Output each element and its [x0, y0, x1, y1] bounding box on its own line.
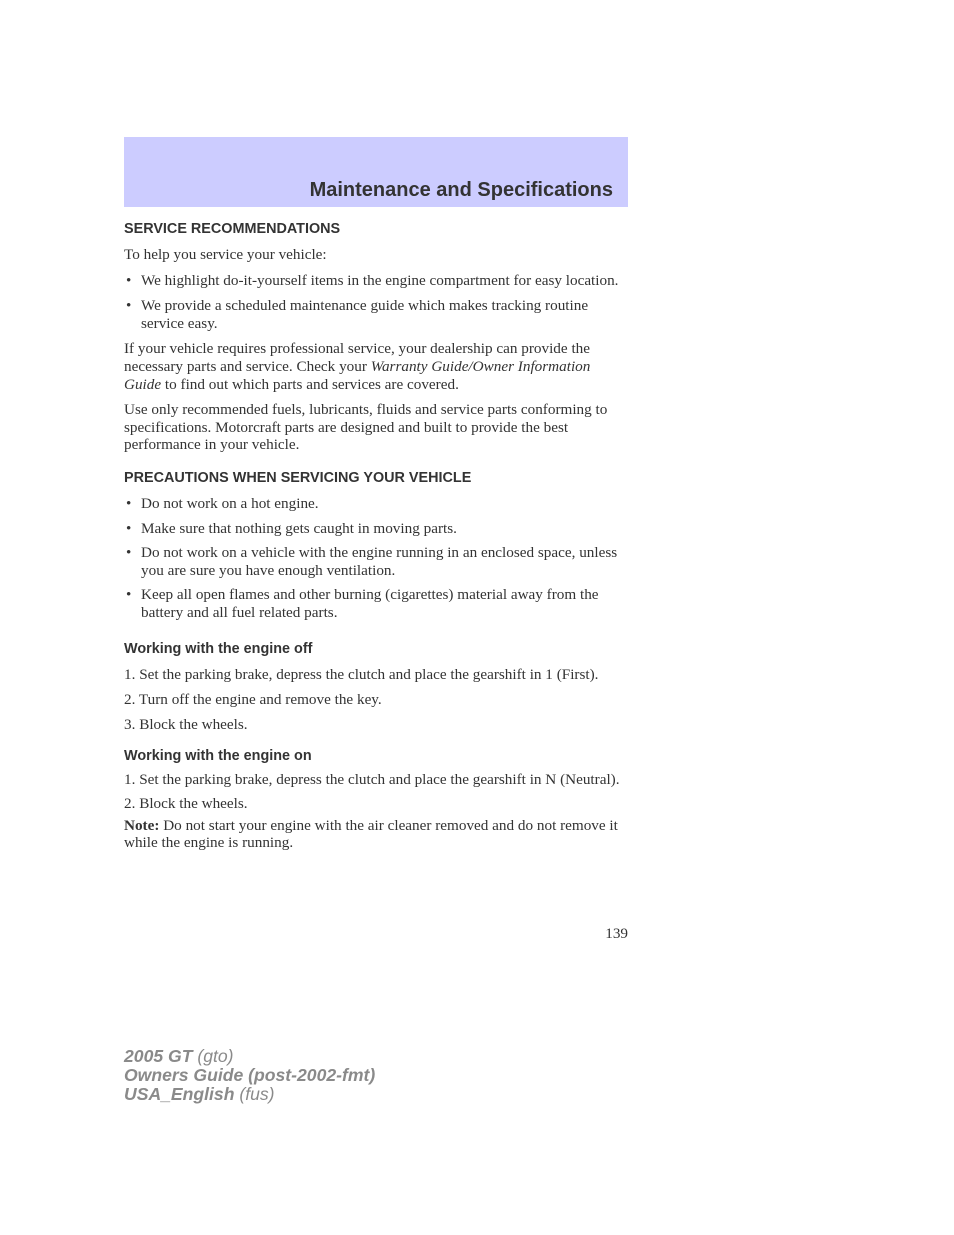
- precautions-bullet-list: [124, 495, 624, 622]
- section-header-band: [124, 137, 628, 207]
- service-bullet: • We provide a scheduled maintenance guide which makes tracking routine service easy.: [124, 297, 624, 332]
- heading-service-recommendations: SERVICE RECOMMENDATIONS: [124, 221, 341, 237]
- service-paragraph-1: If your vehicle requires professional service, your dealership can provide the necessary parts and service. Check your Warranty Guide/Owner Information Guide to find out which parts and services are covered.: [124, 340, 591, 393]
- precaution-bullet: • Keep all open flames and other burning (cigarettes) material away from the battery and all fuel related parts.: [124, 586, 624, 621]
- engine-off-step: 3. Block the wheels.: [124, 715, 248, 733]
- document-footer: [124, 1047, 375, 1104]
- service-paragraph-2: Use only recommended fuels, lubricants, fluids and service parts conforming to specifications. Motorcraft parts are designed and built to provide the best performance in your vehicle.: [124, 401, 608, 454]
- service-bullet: • We highlight do-it-yourself items in the engine compartment for easy location.: [124, 272, 624, 290]
- warranty-guide-reference: Warranty Guide/Owner Information Guide: [124, 357, 591, 393]
- footer-line-guide: Owners Guide (post-2002-fmt): [124, 1065, 376, 1085]
- page-number: 139: [605, 925, 628, 942]
- engine-note: Note: Do not start your engine with the air cleaner removed and do not remove it while the engine is running.: [124, 817, 618, 851]
- engine-on-step: 1. Set the parking brake, depress the clutch and place the gearshift in N (Neutral).: [124, 771, 620, 789]
- heading-engine-on: Working with the engine on: [124, 748, 312, 765]
- engine-on-step: 2. Block the wheels.: [124, 794, 248, 812]
- page-content: [124, 220, 624, 851]
- footer-line-model: 2005 GT (gto): [124, 1046, 234, 1066]
- heading-engine-off: Working with the engine off: [124, 640, 313, 657]
- service-intro: To help you service your vehicle:: [124, 246, 327, 263]
- section-title: Maintenance and Specifications: [309, 179, 613, 201]
- footer-line-language: USA_English (fus): [124, 1084, 275, 1104]
- precaution-bullet: • Do not work on a vehicle with the engine running in an enclosed space, unless you are sure you have enough ventilation.: [124, 544, 624, 579]
- note-label: Note:: [124, 817, 160, 835]
- engine-off-step: 1. Set the parking brake, depress the clutch and place the gearshift in 1 (First).: [124, 665, 599, 683]
- service-bullet-list: [124, 272, 624, 333]
- engine-off-step: 2. Turn off the engine and remove the key.: [124, 691, 382, 709]
- precaution-bullet: • Make sure that nothing gets caught in moving parts.: [124, 520, 624, 538]
- precaution-bullet: • Do not work on a hot engine.: [124, 495, 624, 513]
- heading-precautions: PRECAUTIONS WHEN SERVICING YOUR VEHICLE: [124, 469, 472, 486]
